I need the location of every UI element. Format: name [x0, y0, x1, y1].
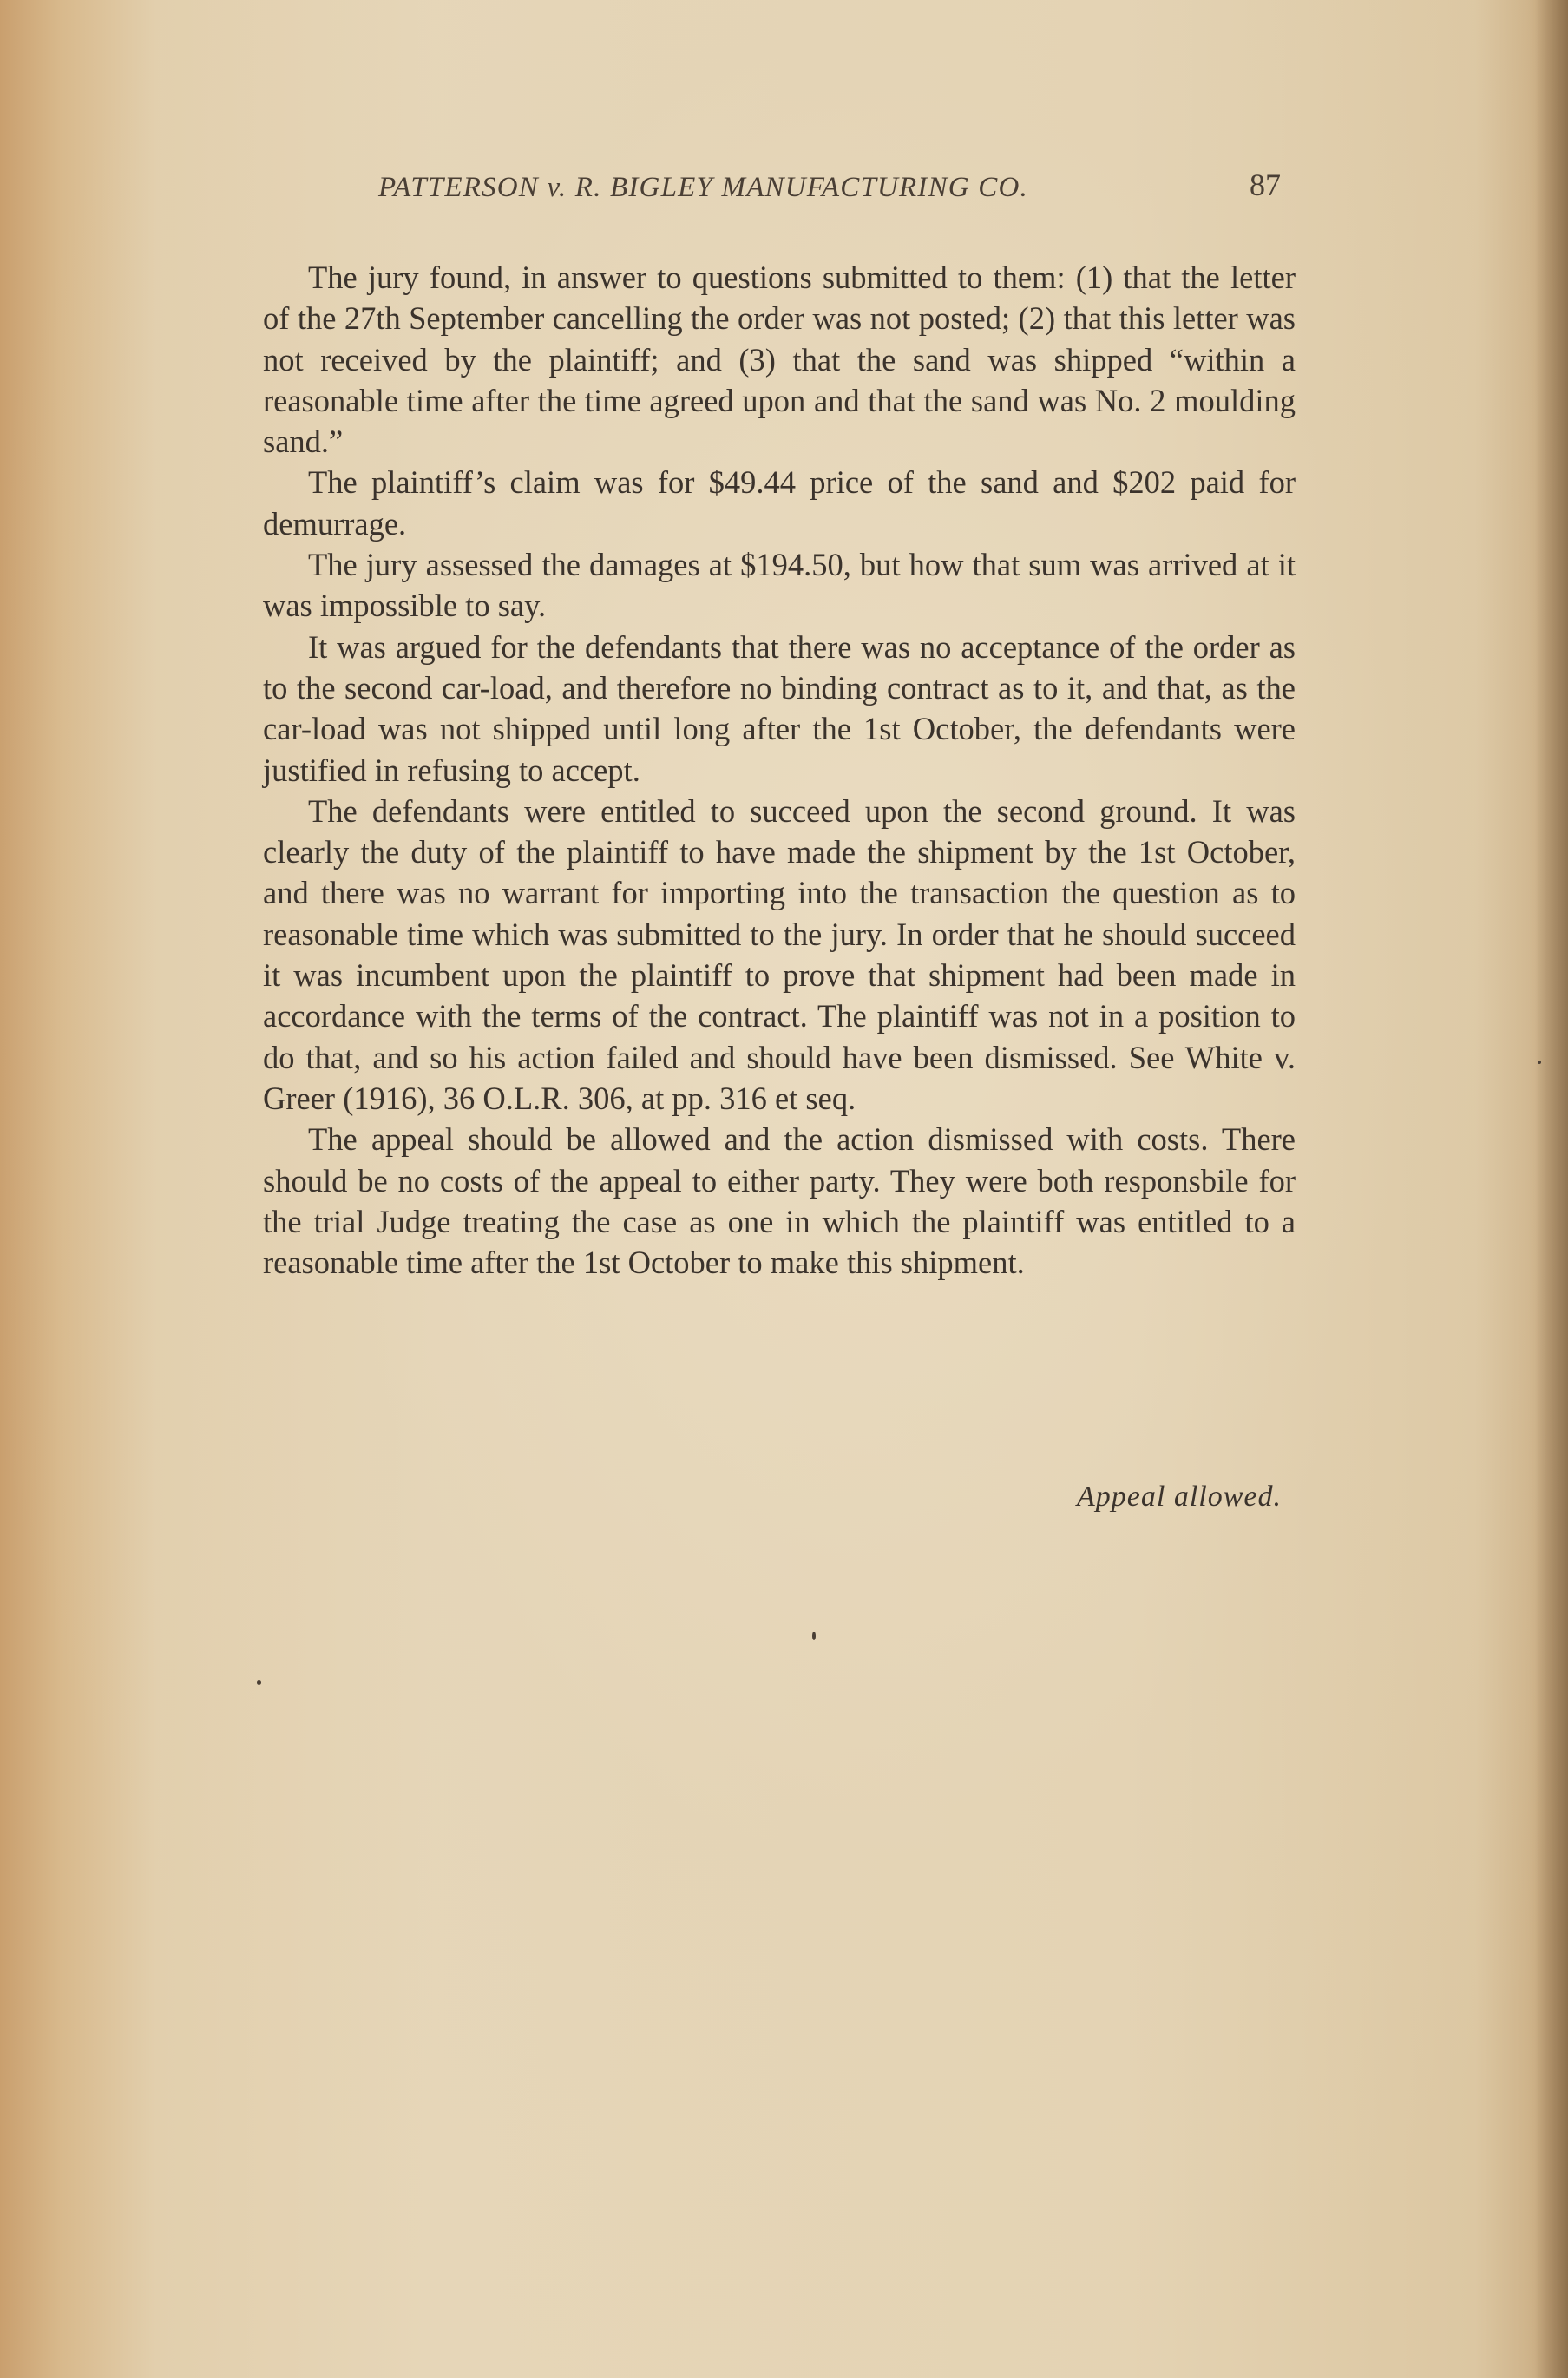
ink-speck [257, 1680, 261, 1685]
page-number: 87 [1250, 168, 1281, 202]
disposition: Appeal allowed. [1077, 1481, 1282, 1513]
book-spine-shadow [1535, 0, 1568, 2378]
paragraph-jury-findings: The jury found, in answer to questions submitted to them: (1) that the letter of the 27th September cancelling the order was not posted; (2) that this letter was not received by the plaintiff; and (3) that the sand was shipped “within a reasonable time after the time agreed upon and that the sand was No. 2 moulding sand.” [263, 259, 1296, 460]
paragraph-damages: The jury assessed the damages at $194.50, but how that sum was arrived at it was impossible to say. [263, 547, 1296, 624]
paragraph-plaintiff-claim: The plaintiff’s claim was for $49.44 price of the sand and $202 paid for demurrage. [263, 464, 1296, 542]
paragraph-defendants-argument: It was argued for the defendants that there was no acceptance of the order as to the second car-load, and therefore no binding contract as to it, and that, as the car-load was not shipped until long after the 1st October, the defendants were justified in refusing to accept. [263, 628, 1296, 788]
paragraph-judgment-reasoning: The defendants were entitled to succeed upon the second ground. It was clearly the duty of the plaintiff to have made the shipment by the 1st October, and there was no warrant for importing into the transaction the question as to reasonable time which was submitted to the jury. In order that he should succeed it was incumbent upon the plaintiff to prove that shipment had been made in accordance with the terms of the contract. The plaintiff was not in a position to do that, and so his action failed and should have been dismissed. See White v. Greer (1916), 36 O.L.R. 306, at pp. 316 et seq. [263, 792, 1296, 1116]
ink-speck [812, 1632, 816, 1640]
ink-speck [1538, 1061, 1541, 1064]
body-text [263, 257, 1296, 1283]
running-title: PATTERSON v. R. BIGLEY MANUFACTURING CO. [378, 172, 1028, 203]
running-head [378, 168, 1281, 215]
paragraph-appeal-costs: The appeal should be allowed and the action dismissed with costs. There should be no costs of the appeal to either party. They were both responsbile for the trial Judge treating the case as one in which the plaintiff was entitled to a reasonable time after the 1st October to make this shipment. [263, 1121, 1296, 1281]
